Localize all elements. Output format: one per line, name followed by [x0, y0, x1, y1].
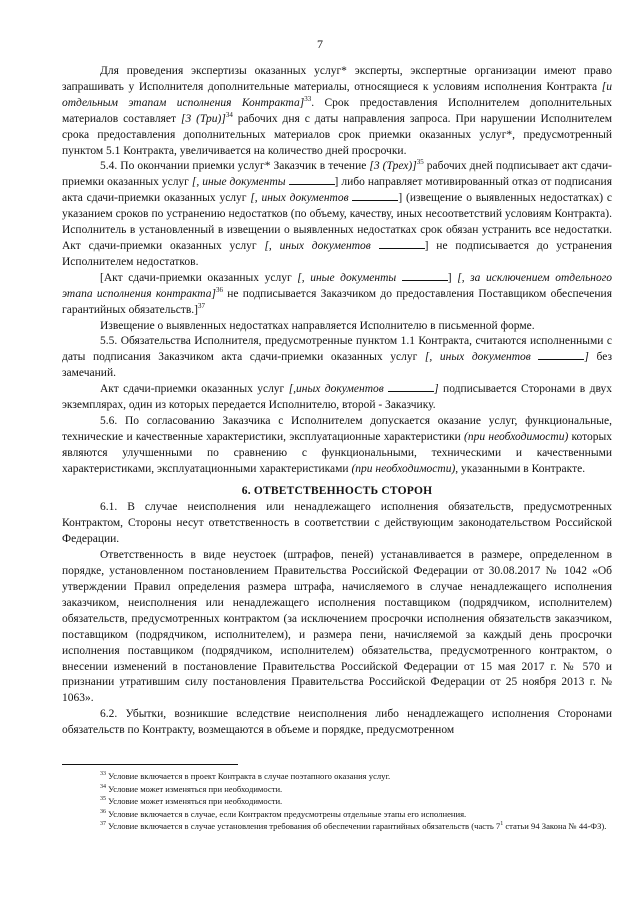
footnote-35: $^{35}$ Условие может изменяться при необходимости. [100, 796, 283, 807]
paragraph-penalties: Ответственность в виде неустоек (штрафов, пеней) устанавливается в размере, определенном в порядке, установленном постановлением Правительства Российской Федерации от 30.08.2017 № 1042 «Об утверждении Правил определения размера штрафа, начисляемого в случае ненадлежащего исполнения заказчиком, неисполнения или ненадлежащего исполнения поставщиком (подрядчиком, исполнителем) обязательств, предусмотренных контрактом (за исключением просрочки исполнения обязательств заказчиком, поставщиком (подрядчиком, исполнителем), и размера пени, начисляемой за каждый день просрочки исполнения поставщиком (подрядчиком, исполнителем) обязательства, предусмотренного контрактом, о внесении изменений в постановление Правительства Российской Федерации от 15 мая 2017 г. № 570 и признании утратившим силу постановления Правительства Российской Федерации от 25 ноября 2013 г. № 1063». [62, 549, 612, 705]
blank-line [379, 239, 425, 249]
footnote-ref-37[interactable]: 37 [198, 301, 206, 310]
section-title-responsibility: 6. ОТВЕТСТВЕННОСТЬ СТОРОН [241, 484, 433, 497]
page-number: 7 [317, 37, 323, 51]
footnote-separator [62, 764, 238, 765]
footnote-37: $^{37}$ Условие включается в случае установления требования об обеспечении гарантийных обязательств (часть $7^1$ статьи 94 Закона № 44-ФЗ). [100, 821, 607, 832]
footnotes [62, 770, 612, 833]
footnote-ref-36[interactable]: 36 [215, 285, 223, 294]
document-body [62, 64, 612, 739]
paragraph-5-6: 5.6. По согласованию Заказчика с Исполнителем допускается оказание услуг, функциональные, технические и качественные характеристики, эксплуатационные характеристики (при необходимости) которых являются улучшенными по сравнению с функциональными, техническими и качественными характеристиками, эксплуатационными характеристиками (при необходимости), указанными в Контракте. [62, 414, 613, 475]
paragraph-notice: Извещение о выявленных недостатках направляется Исполнителю в письменной форме. [100, 319, 535, 332]
blank-line [388, 382, 434, 392]
blank-line [402, 271, 448, 281]
paragraph-5-5: 5.5. Обязательства Исполнителя, предусмотренные пунктом 1.1 Контракта, считаются исполненными с даты подписания Заказчиком акта сдачи-приемки оказанных услуг [, иных документов ] без замечаний. [62, 335, 612, 380]
footnote-36: $^{36}$ Условие включается в случае, если Контрактом предусмотрены отдельные этапы его исполнения. [100, 808, 467, 819]
blank-line [289, 175, 335, 185]
footnote-ref-34[interactable]: 34 [225, 110, 233, 119]
blank-line [352, 191, 398, 201]
paragraph-expertise: Для проведения экспертизы оказанных услуг* эксперты, экспертные организации имеют право запрашивать у Исполнителя дополнительные материалы, относящиеся к условиям исполнения Контракта [и отдельным этапам исполнения Контракта]$^{33}$. Срок предоставления Исполнителем дополнительных материалов составляет [3 (Три)]$^{34}$ рабочих дня с даты направления запроса. При нарушении Исполнителем срока предоставления дополнительных материалов срок приемки оказанных услуг*, предусмотренный пунктом 5.1 Контракта, увеличивается на количество дней просрочки. [62, 65, 612, 157]
paragraph-act-guarantee: [Акт сдачи-приемки оказанных услуг [, иные документы ] [, за исключением отдельного этапа исполнения контракта]$^{36}$ не подписывается Заказчиком до предоставления Поставщиком обеспечения гарантийных обязательств.]$^{37}$ [62, 271, 612, 316]
footnote-34: $^{34}$ Условие может изменяться при необходимости. [100, 783, 283, 794]
footnote-ref-33[interactable]: 33 [304, 94, 312, 103]
paragraph-6-2: 6.2. Убытки, возникшие вследствие неисполнения либо ненадлежащего исполнения Сторонами обязательств по Контракту, возмещаются в объеме и порядке, предусмотренном [62, 708, 612, 737]
footnote-ref-35[interactable]: 35 [416, 158, 424, 167]
paragraph-5-4: 5.4. По окончании приемки услуг* Заказчик в течение [3 (Трех)]$^{35}$ рабочих дней подписывает акт сдачи-приемки оказанных услуг [, иные документы ] либо направляет мотивированный отказ от подписания акта сдачи-приемки оказанных услуг [, иных документов ] (извещение о выявленных недостатках) с указанием сроков по устранению недостатков (по объему, качеству, иных несоответствий условиям Контракта). Исполнитель в установленный в извещении о выявленных недостатках срок обязан устранить все недостатки. Акт сдачи-приемки оказанных услуг [, иных документов ] не подписывается до устранения Исполнителем недостатков. [62, 158, 613, 268]
blank-line [538, 350, 584, 360]
paragraph-act-signing: Акт сдачи-приемки оказанных услуг [,иных документов ] подписывается Сторонами в двух экземплярах, один из которых передается Исполнителю, второй - Заказчику. [62, 383, 613, 412]
footnote-33: $^{33}$ Условие включается в проект Контракта в случае поэтапного оказания услуг. [100, 771, 391, 781]
paragraph-6-1: 6.1. В случае неисполнения или ненадлежащего исполнения обязательств, предусмотренных Контрактом, Стороны несут ответственность в соответствии с действующим законодательством Российской Федерации. [62, 501, 612, 546]
